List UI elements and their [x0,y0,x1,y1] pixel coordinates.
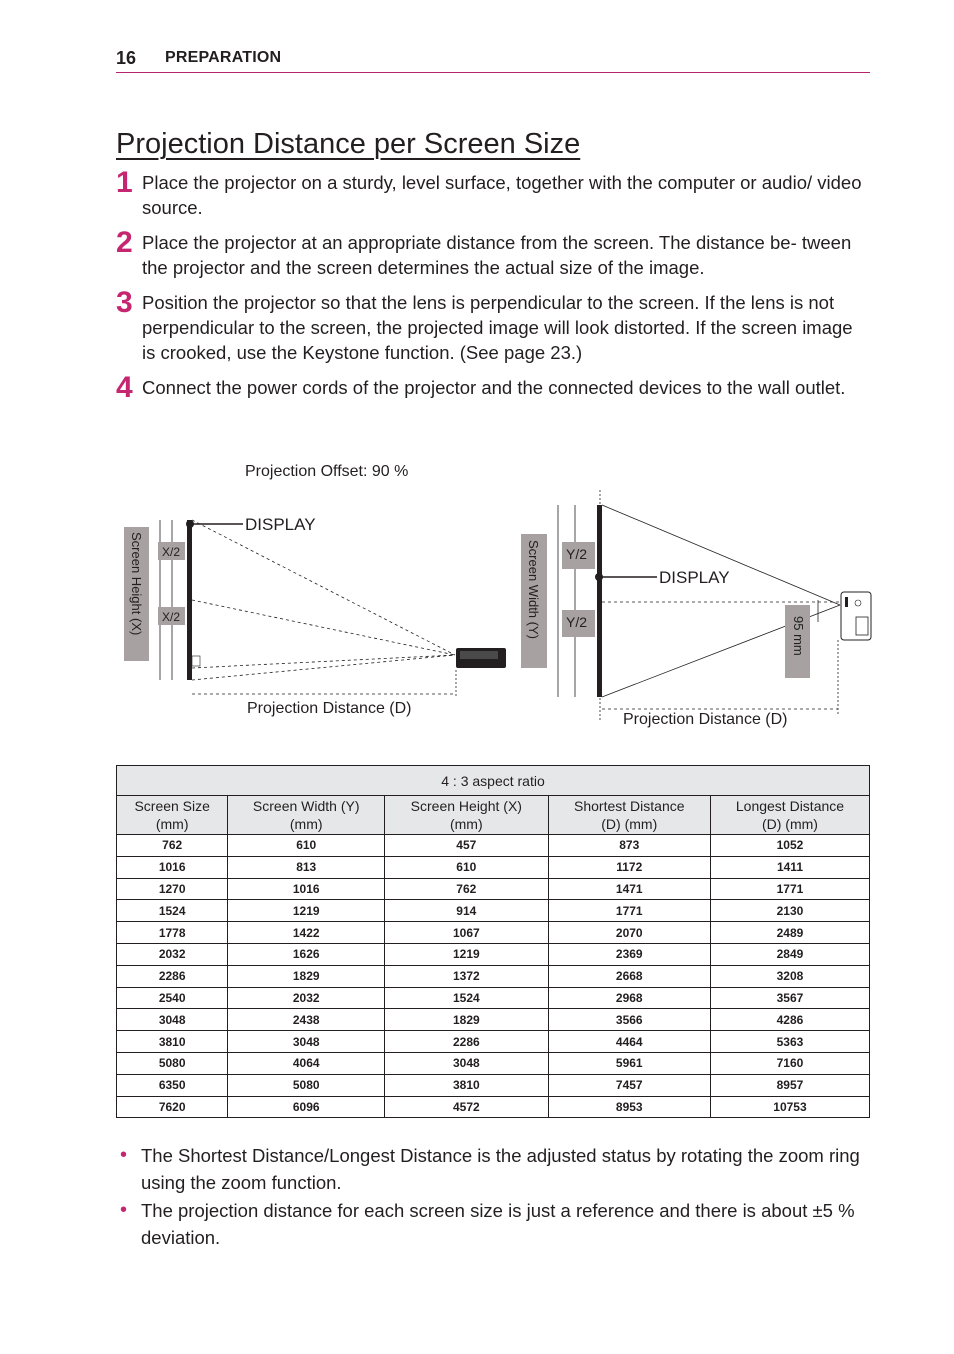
screen-width-label: Screen Width (Y) [526,540,541,639]
table-row [117,1031,870,1053]
table-cell: 10753 [710,1096,869,1118]
offset-label: 95 mm [791,616,806,656]
column-header: Screen Width (Y) (mm) [228,796,385,835]
table-cell: 3048 [117,1009,228,1031]
projection-offset-label: Projection Offset: 90 % [245,463,409,480]
table-cell: 1219 [385,943,549,965]
step-number: 3 [116,286,133,319]
table-row [117,987,870,1009]
table-caption: 4 : 3 aspect ratio [117,766,870,796]
table-cell: 1422 [228,922,385,944]
table-cell: 1172 [548,856,710,878]
projection-rays [192,520,455,680]
table-cell: 2070 [548,922,710,944]
distance-label-right: Projection Distance (D) [623,711,788,728]
table-cell: 7457 [548,1074,710,1096]
half-width-label-top: Y/2 [566,546,588,562]
display-label: DISPLAY [245,515,316,534]
display-label: DISPLAY [659,568,730,587]
table-cell: 3048 [385,1052,549,1074]
table-cell: 813 [228,856,385,878]
step-text: Place the projector at an appropriate distance from the screen. The distance be- tween the projector and the screen determines the actual size of the image. [142,232,852,278]
table-cell: 3810 [117,1031,228,1053]
table-cell: 5080 [117,1052,228,1074]
step-number: 1 [116,166,133,199]
table-cell: 8953 [548,1096,710,1118]
table-cell: 6350 [117,1074,228,1096]
table-cell: 5961 [548,1052,710,1074]
table-row [117,922,870,944]
screen-side-view [187,520,192,680]
table-cell: 1771 [548,900,710,922]
note-item: • The Shortest Distance/Longest Distance is the adjusted status by rotating the zoom ring using the zoom function. [120,1144,860,1193]
table-cell: 5080 [228,1074,385,1096]
table-cell: 7160 [710,1052,869,1074]
table-cell: 610 [385,856,549,878]
table-cell: 873 [548,835,710,857]
table-cell: 1524 [117,900,228,922]
table-cell: 2968 [548,987,710,1009]
table-header-row [117,796,870,835]
projector-side-icon [456,648,506,668]
table-cell: 1270 [117,878,228,900]
table-cell: 2489 [710,922,869,944]
table-cell: 914 [385,900,549,922]
column-header: Longest Distance (D) (mm) [710,796,869,835]
table-cell: 4572 [385,1096,549,1118]
notes-list [116,1142,876,1252]
table-cell: 1829 [228,965,385,987]
step-text: Position the projector so that the lens is perpendicular to the screen. If the lens is not perpendicular to the screen, the projected image will look distorted. If the screen image is crooked, use the Keystone function. (See page 23.) [142,292,853,363]
half-width-label-bottom: Y/2 [566,614,588,630]
table-cell: 7620 [117,1096,228,1118]
table-cell: 1067 [385,922,549,944]
table-cell: 2032 [117,943,228,965]
distance-label-left: Projection Distance (D) [247,700,412,717]
table-row [117,900,870,922]
step-text: Connect the power cords of the projector and the connected devices to the wall outlet. [142,377,846,398]
table-cell: 1372 [385,965,549,987]
column-header: Screen Height (X) (mm) [385,796,549,835]
table-cell: 1778 [117,922,228,944]
table-cell: 4464 [548,1031,710,1053]
note-item: • The projection distance for each screen size is just a reference and there is about ±5 % deviation. [120,1199,855,1248]
section-title: PREPARATION [165,49,282,66]
table-cell: 2849 [710,943,869,965]
table-cell: 2540 [117,987,228,1009]
table-cell: 1052 [710,835,869,857]
table-cell: 2438 [228,1009,385,1031]
right-angle-mark [192,656,200,666]
table-cell: 1524 [385,987,549,1009]
step-number: 4 [116,371,133,404]
column-header: Shortest Distance (D) (mm) [548,796,710,835]
table-cell: 2032 [228,987,385,1009]
column-header: Screen Size (mm) [117,796,228,835]
bullet-icon: • [120,1144,128,1166]
table-cell: 762 [385,878,549,900]
table-row [117,856,870,878]
table-cell: 1016 [117,856,228,878]
table-row [117,943,870,965]
table-cell: 1219 [228,900,385,922]
table-cell: 2130 [710,900,869,922]
projection-distance-table [116,765,870,1118]
table-cell: 1829 [385,1009,549,1031]
screen-top-view [597,505,602,697]
table-cell: 2369 [548,943,710,965]
half-height-label-top: X/2 [162,545,181,559]
table-row [117,1009,870,1031]
table-cell: 2286 [385,1031,549,1053]
table-cell: 2286 [117,965,228,987]
table-cell: 1626 [228,943,385,965]
table-cell: 457 [385,835,549,857]
table-row [117,1052,870,1074]
table-row [117,878,870,900]
page-number: 16 [116,48,137,68]
table-row [117,1074,870,1096]
table-cell: 1016 [228,878,385,900]
table-cell: 3048 [228,1031,385,1053]
table-row [117,1096,870,1118]
table-cell: 8957 [710,1074,869,1096]
table-cell: 1411 [710,856,869,878]
table-cell: 4286 [710,1009,869,1031]
table-body [117,835,870,1118]
projector-top-icon [841,592,871,640]
table-cell: 6096 [228,1096,385,1118]
table-cell: 3810 [385,1074,549,1096]
table-cell: 5363 [710,1031,869,1053]
table-cell: 2668 [548,965,710,987]
table-cell: 3567 [710,987,869,1009]
table-cell: 3208 [710,965,869,987]
step-text: Place the projector on a sturdy, level surface, together with the computer or audio/ video source. [142,172,862,218]
bullet-icon: • [120,1199,128,1221]
page-title: Projection Distance per Screen Size [116,128,581,160]
table-cell: 4064 [228,1052,385,1074]
table-cell: 610 [228,835,385,857]
half-height-label-bottom: X/2 [162,610,181,624]
table-cell: 3566 [548,1009,710,1031]
screen-height-label: Screen Height (X) [129,532,144,636]
table-row [117,835,870,857]
table-cell: 1771 [710,878,869,900]
table-cell: 762 [117,835,228,857]
table-row [117,965,870,987]
step-number: 2 [116,226,133,259]
table-cell: 1471 [548,878,710,900]
